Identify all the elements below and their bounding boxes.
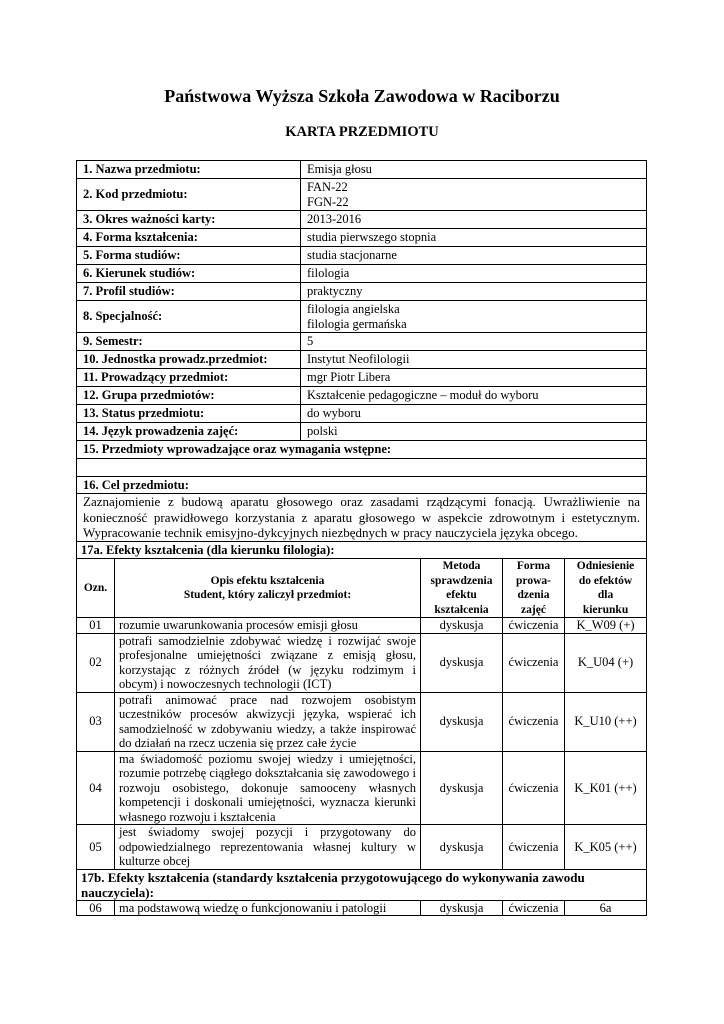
outcome-description: potrafi samodzielnie zdobywać wiedzę i rozwijać swoje profesjonalne umiejętności związane z emisją głosu, korzystając z różnych źródeł (w języku rodzimym i obcym) i nowoczesnych technologii (ICT) <box>115 633 421 692</box>
info-row <box>77 333 647 351</box>
col-odniesienie <box>565 559 647 618</box>
col-forma-line-3: dzenia <box>517 589 550 601</box>
info-row <box>77 369 647 387</box>
info-value-line: studia stacjonarne <box>307 248 397 262</box>
section-17a-title: 17a. Efekty kształcenia (dla kierunku filologia): <box>77 542 647 559</box>
col-ozn: Ozn. <box>77 559 115 618</box>
outcome-form: ćwiczenia <box>503 825 565 870</box>
col-metoda-line-1: Metoda <box>442 560 481 572</box>
info-value-line: Instytut Neofilologii <box>307 352 410 366</box>
info-value <box>301 423 647 441</box>
info-value <box>301 161 647 179</box>
outcome-description: potrafi animować prace nad rozwojem osobistym uczestników procesów akwizycji języka, wspierać ich samodzielność w zdobywaniu wiedzy, a także inspirować do działań na rzecz uczenia się przez całe życie <box>115 692 421 751</box>
info-value-line: filologia germańska <box>307 316 407 331</box>
col-forma-line-2: prowa- <box>516 574 551 587</box>
info-label: 10. Jednostka prowadz.przedmiot: <box>77 351 301 369</box>
info-label: 1. Nazwa przedmiotu: <box>77 161 301 179</box>
section-16-title-row <box>77 477 647 494</box>
info-value-line: Emisja głosu <box>307 162 372 176</box>
learning-outcomes-table <box>76 541 647 916</box>
info-value-line: filologia angielska <box>307 301 400 316</box>
info-value <box>301 247 647 265</box>
section-15-content <box>77 459 647 477</box>
info-value <box>301 333 647 351</box>
outcome-form: ćwiczenia <box>503 692 565 751</box>
col-odniesienie-line-2: do efektów <box>578 574 633 587</box>
info-value-line: polski <box>307 424 338 438</box>
info-row <box>77 283 647 301</box>
outcome-form: ćwiczenia <box>503 633 565 692</box>
info-value-line: mgr Piotr Libera <box>307 370 391 384</box>
outcome-method: dyskusja <box>421 751 503 825</box>
col-forma <box>503 559 565 618</box>
outcome-code: 04 <box>77 751 115 825</box>
info-value <box>301 229 647 247</box>
info-row <box>77 179 647 211</box>
col-opis <box>115 559 421 618</box>
info-value <box>301 265 647 283</box>
info-label: 7. Profil studiów: <box>77 283 301 301</box>
document-title: KARTA PRZEDMIOTU <box>285 124 439 140</box>
outcome-description: ma podstawową wiedzę o funkcjonowaniu i patologii <box>115 900 421 916</box>
info-row <box>77 351 647 369</box>
section-15-title-row <box>77 441 647 459</box>
col-odniesienie-line-4: kierunku <box>582 603 629 616</box>
info-row <box>77 161 647 179</box>
info-label: 4. Forma kształcenia: <box>77 229 301 247</box>
info-value-line: FGN-22 <box>307 194 349 209</box>
outcome-reference: K_U10 (++) <box>565 692 647 751</box>
col-forma-line-1: Forma <box>516 560 551 572</box>
info-row <box>77 423 647 441</box>
info-value-line: 2013-2016 <box>307 212 362 226</box>
info-label: 13. Status przedmiotu: <box>77 405 301 423</box>
info-value <box>301 179 647 211</box>
col-metoda-line-2: sprawdzenia <box>430 574 493 587</box>
outcome-description: jest świadomy swojej pozycji i przygotowany do odpowiedzialnego reprezentowania własnej kultury w kulturze obcej <box>115 825 421 870</box>
info-label: 5. Forma studiów: <box>77 247 301 265</box>
outcome-method: dyskusja <box>421 900 503 916</box>
outcome-reference: K_K05 (++) <box>565 825 647 870</box>
section-15-content-row <box>77 459 647 477</box>
outcome-code: 05 <box>77 825 115 870</box>
outcome-row <box>77 633 647 692</box>
outcome-row <box>77 692 647 751</box>
outcome-code: 06 <box>77 900 115 916</box>
info-value-line: Kształcenie pedagogiczne – moduł do wyboru <box>307 388 539 402</box>
info-row <box>77 265 647 283</box>
col-odniesienie-line-1: Odniesienie <box>576 560 635 572</box>
info-row <box>77 387 647 405</box>
info-label: 8. Specjalność: <box>77 301 301 333</box>
outcome-reference: K_K01 (++) <box>565 751 647 825</box>
section-16-content-row <box>77 494 647 542</box>
info-value-line: FAN-22 <box>307 179 348 194</box>
outcome-row <box>77 751 647 825</box>
outcome-method: dyskusja <box>421 633 503 692</box>
col-metoda-line-4: kształcenia <box>434 603 489 616</box>
institution-title: Państwowa Wyższa Szkoła Zawodowa w Raciborzu <box>164 86 560 106</box>
outcome-method: dyskusja <box>421 618 503 634</box>
outcome-method: dyskusja <box>421 692 503 751</box>
info-row <box>77 247 647 265</box>
outcome-method: dyskusja <box>421 825 503 870</box>
section-17b-title: 17b. Efekty kształcenia (standardy kształcenia przygotowującego do wykonywania zawodu nauczyciela): <box>77 869 647 900</box>
col-metoda <box>421 559 503 618</box>
outcome-reference: 6a <box>565 900 647 916</box>
outcome-code: 03 <box>77 692 115 751</box>
outcome-form: ćwiczenia <box>503 751 565 825</box>
info-label: 12. Grupa przedmiotów: <box>77 387 301 405</box>
info-value-line: studia pierwszego stopnia <box>307 230 437 244</box>
outcome-row <box>77 618 647 634</box>
info-row <box>77 405 647 423</box>
col-opis-line-2: Student, który zaliczył przedmiot: <box>183 589 352 601</box>
info-value <box>301 387 647 405</box>
outcome-form: ćwiczenia <box>503 900 565 916</box>
info-value <box>301 369 647 387</box>
info-value <box>301 405 647 423</box>
section-17a-title-row <box>77 542 647 559</box>
outcome-form: ćwiczenia <box>503 618 565 634</box>
info-label: 2. Kod przedmiotu: <box>77 179 301 211</box>
section-15-title: 15. Przedmioty wprowadzające oraz wymagania wstępne: <box>77 441 647 459</box>
outcome-row <box>77 825 647 870</box>
course-info-table <box>76 160 647 542</box>
info-row <box>77 211 647 229</box>
info-value-line: 5 <box>307 334 314 348</box>
outcome-row <box>77 900 647 916</box>
info-label: 11. Prowadzący przedmiot: <box>77 369 301 387</box>
outcome-description: ma świadomość poziomu swojej wiedzy i umiejętności, rozumie potrzebę ciągłego dokształcania się zawodowego i rozwoju osobistego, dokonuje samooceny własnych kompetencji i doskonali umiejętności, wyznacza kierunki własnego rozwoju i kształcenia <box>115 751 421 825</box>
outcome-description: rozumie uwarunkowania procesów emisji głosu <box>115 618 421 634</box>
info-label: 14. Język prowadzenia zajęć: <box>77 423 301 441</box>
info-label: 6. Kierunek studiów: <box>77 265 301 283</box>
col-odniesienie-line-3: dla <box>597 589 614 601</box>
info-row <box>77 229 647 247</box>
outcome-code: 02 <box>77 633 115 692</box>
info-label: 3. Okres ważności karty: <box>77 211 301 229</box>
outcome-reference: K_W09 (+) <box>565 618 647 634</box>
info-label: 9. Semestr: <box>77 333 301 351</box>
outcomes-header-row <box>77 559 647 618</box>
col-metoda-line-3: efektu <box>446 589 477 601</box>
info-value <box>301 351 647 369</box>
info-value-line: praktyczny <box>307 284 363 298</box>
section-17b-title-row <box>77 869 647 900</box>
info-value-line: do wyboru <box>307 406 361 420</box>
outcome-code: 01 <box>77 618 115 634</box>
info-value <box>301 211 647 229</box>
col-opis-line-1: Opis efektu kształcenia <box>210 574 325 587</box>
section-16-content: Zaznajomienie z budową aparatu głosowego oraz zasadami rządzącymi fonacją. Uwrażliwienie na konieczność prawidłowego korzystania z aparatu głosowego w aspekcie zdrowotnym i estetycznym. Wypracowanie technik emisyjno-dykcyjnych niezbędnych w pracy nauczyciela języka obcego. <box>77 494 647 542</box>
info-value <box>301 301 647 333</box>
col-forma-line-4: zajęć <box>521 603 546 616</box>
outcome-reference: K_U04 (+) <box>565 633 647 692</box>
info-value <box>301 283 647 301</box>
info-value-line: filologia <box>307 266 350 280</box>
info-row <box>77 301 647 333</box>
section-16-title: 16. Cel przedmiotu: <box>77 477 647 494</box>
